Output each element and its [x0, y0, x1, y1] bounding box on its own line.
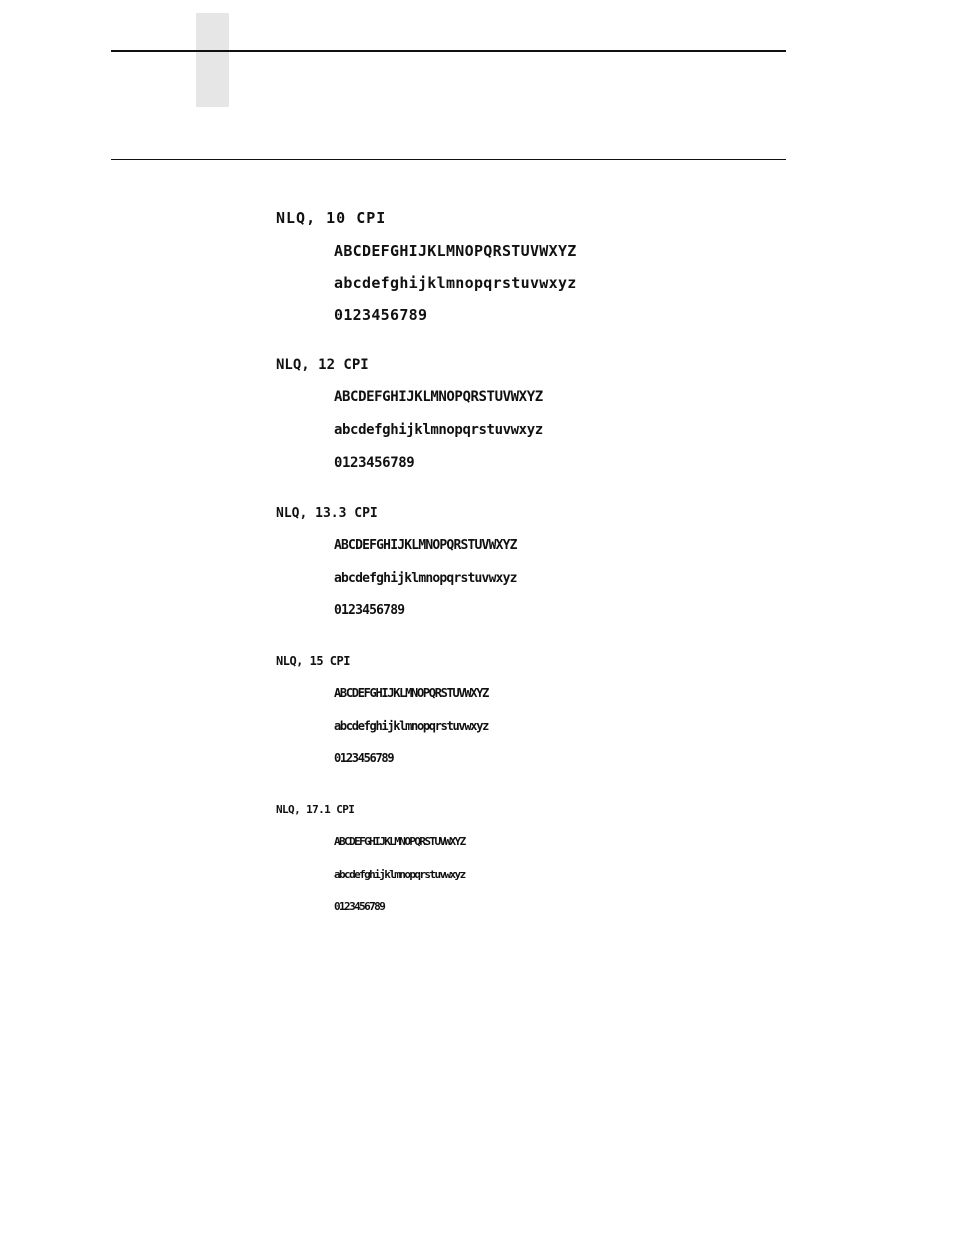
- header-rule-bottom: [111, 159, 786, 160]
- sample-lowercase: abcdefghijklmnopqrstuvwxyz: [334, 868, 465, 881]
- sample-heading: NLQ, 13.3 CPI: [276, 506, 378, 521]
- sample-digits: 0123456789: [334, 751, 394, 765]
- sample-lowercase: abcdefghijklmnopqrstuvwxyz: [334, 422, 543, 438]
- sample-digits: 0123456789: [334, 900, 385, 913]
- sample-uppercase: ABCDEFGHIJKLMNOPQRSTUVWXYZ: [334, 686, 489, 700]
- sample-uppercase: ABCDEFGHIJKLMNOPQRSTUVWXYZ: [334, 538, 517, 553]
- chapter-tab: [196, 13, 229, 107]
- sample-uppercase: ABCDEFGHIJKLMNOPQRSTUVWXYZ: [334, 835, 465, 848]
- sample-heading: NLQ, 15 CPI: [276, 654, 350, 668]
- sample-heading: NLQ, 12 CPI: [276, 357, 369, 373]
- sample-digits: 0123456789: [334, 306, 428, 324]
- sample-uppercase: ABCDEFGHIJKLMNOPQRSTUVWXYZ: [334, 389, 543, 405]
- sample-lowercase: abcdefghijklmnopqrstuvwxyz: [334, 571, 517, 586]
- sample-lowercase: abcdefghijklmnopqrstuvwxyz: [334, 274, 577, 292]
- sample-digits: 0123456789: [334, 455, 415, 471]
- sample-heading: NLQ, 17.1 CPI: [276, 803, 355, 816]
- sample-uppercase: ABCDEFGHIJKLMNOPQRSTUVWXYZ: [334, 242, 577, 260]
- header-rule-top: [111, 50, 786, 52]
- sample-lowercase: abcdefghijklmnopqrstuvwxyz: [334, 719, 489, 733]
- sample-heading: NLQ, 10 CPI: [276, 209, 387, 227]
- sample-digits: 0123456789: [334, 603, 405, 618]
